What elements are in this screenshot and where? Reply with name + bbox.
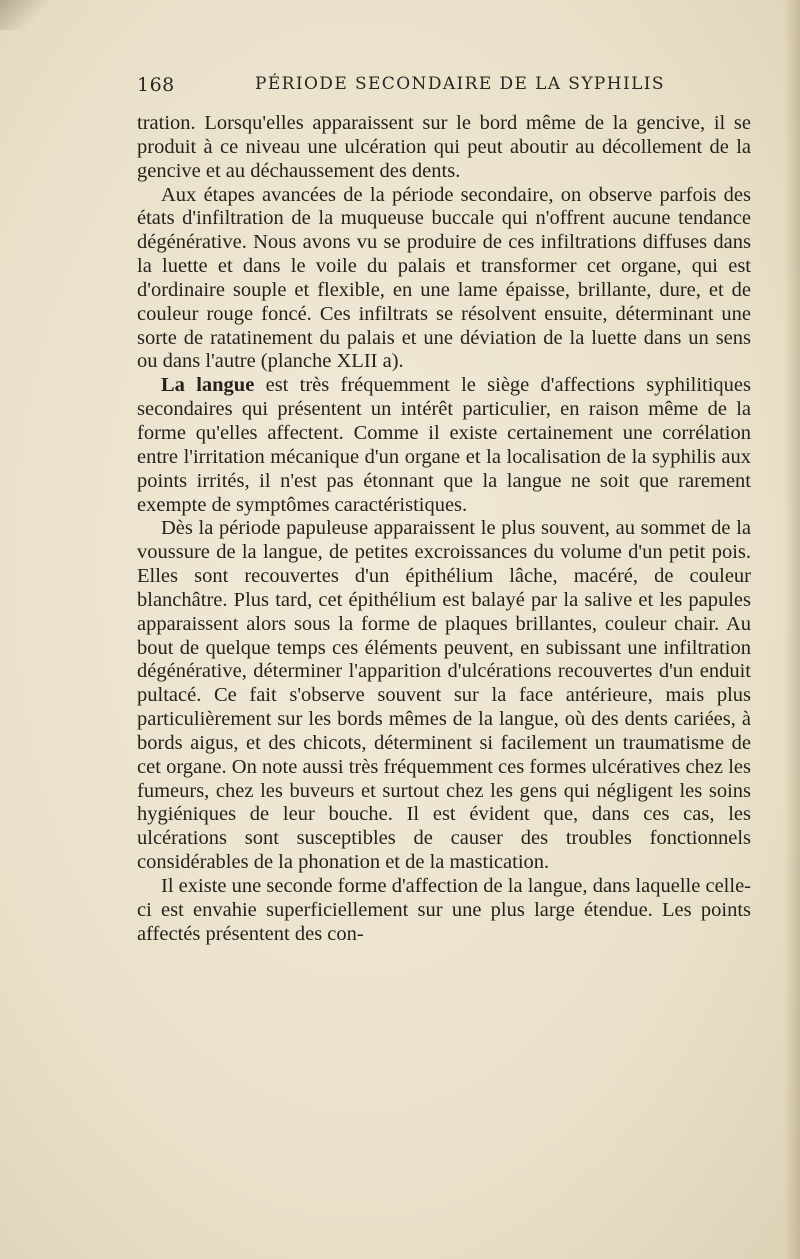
running-head [137,74,749,100]
page-corner-shadow [0,0,60,30]
paragraph-continuation [137,112,751,184]
running-title: PÉRIODE SECONDAIRE DE LA SYPHILIS [255,74,665,94]
section-lead-term: La langue [161,374,255,397]
paragraph-papuleuse [137,517,751,875]
paragraph-text: est très fréquemment le siège d'affections syphilitiques secondaires qui présentent un intérêt particulier, en raison même de la forme qu'elles affectent. Comme il existe certainement une corrélation entre l'irritation mécanique d'un organe et la localisation de la syphilis aux points irrités, il n'est pas étonnant que la langue ne soit que rarement exempte de symptômes caractéristiques. [137,374,752,516]
paragraph-text: Dès la période papuleuse apparaissent le plus souvent, au sommet de la voussure de la langue, de petites excroissances du volume d'un petit pois. Elles sont recouvertes d'un épithélium lâche, macéré, de couleur blanchâtre. Plus tard, cet épithélium est balayé par la salive et les papules apparaissent alors sous la forme de plaques brillantes, couleur chair. Au bout de quelque temps ces éléments peuvent, en subissant une infiltration dégénérative, déterminer l'apparition d'ulcérations recouvertes d'un enduit pultacé. Ce fait s'observe souvent sur la face antérieure, mais plus particulièrement sur les bords mêmes de la langue, où des dents cariées, à bords aigus, et des chicots, déterminent si facilement un traumatisme de cet organe. On note aussi très fréquemment ces formes ulcératives chez les fumeurs, chez les buveurs et surtout chez les gens qui négligent les soins hygiéniques de leur bouche. Il est évident que, dans ces cas, les ulcérations sont susceptibles de causer des troubles fonctionnels considérables de la phonation et de la mastication. [137,517,751,874]
body-text [137,112,751,947]
paragraph-seconde-forme [137,875,751,947]
page-edge-shadow [784,0,800,1259]
paragraph-text: tration. Lorsqu'elles apparaissent sur le bord même de la gencive, il se produit à ce niveau une ulcération qui peut aboutir au décollement de la gencive et au déchaussement des dents. [137,112,751,182]
paragraph-infiltrations [137,184,751,375]
page-number: 168 [137,74,175,96]
paragraph-langue [137,374,751,517]
paragraph-text: Aux étapes avancées de la période secondaire, on observe parfois des états d'infiltration de la muqueuse buccale qui n'offrent aucune tendance dégénérative. Nous avons vu se produire de ces infiltrations diffuses dans la luette et dans le voile du palais et transformer cet organe, qui est d'ordinaire souple et flexible, en une lame épaisse, brillante, dure, et de couleur rouge foncé. Ces infiltrats se résolvent ensuite, déterminant une sorte de ratatinement du palais et une déviation de la luette dans un sens ou dans l'autre (planche XLII a). [137,183,751,373]
paragraph-text: Il existe une seconde forme d'affection de la langue, dans laquelle celle-ci est envahie superficiellement sur une plus large étendue. Les points affectés présentent des con- [137,875,751,945]
